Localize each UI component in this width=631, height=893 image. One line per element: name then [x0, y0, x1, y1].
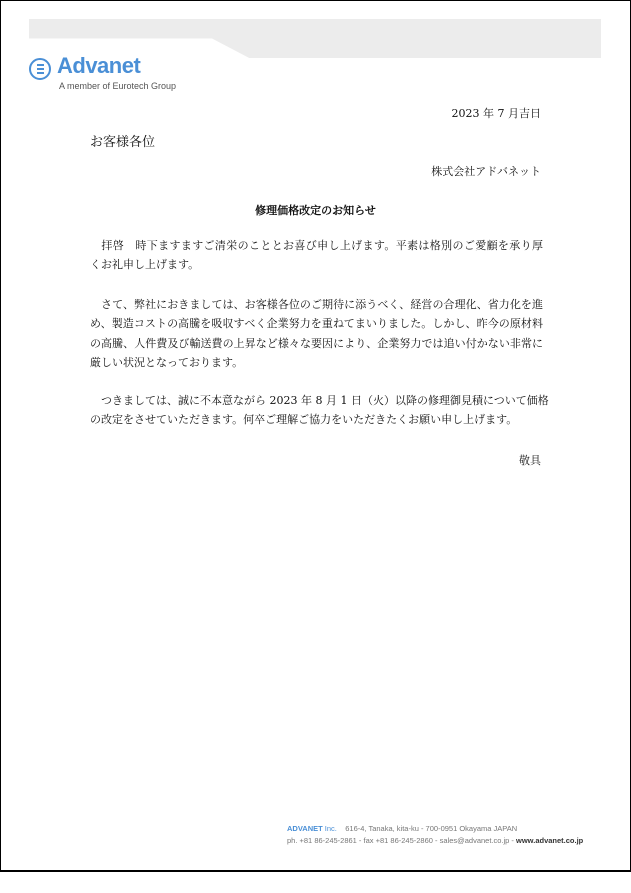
text-line: 拝啓 時下ますますご清栄のこととお喜び申し上げます。平素は格別のご愛顧を承り厚	[90, 239, 543, 252]
advanet-logo-icon	[29, 58, 51, 80]
footer-address	[287, 824, 517, 833]
logo-subtitle: A member of Eurotech Group	[59, 81, 177, 91]
text-line: つきましては、誠に不本意ながら 2023 年 8 月 1 日（火）以降の修理御見積について価格	[90, 394, 549, 407]
logo-name: Advanet	[57, 53, 141, 78]
text-line: め、製造コストの高騰を吸収すべく企業努力を重ねてまいりました。しかし、昨今の原材料	[90, 317, 543, 331]
footer-brand: ADVANET	[287, 824, 323, 833]
footer-contact	[287, 836, 583, 845]
text-line: 厳しい状況となっております。	[90, 355, 244, 369]
footer-website-link[interactable]: www.advanet.co.jp	[516, 836, 584, 845]
footer-address-text: 616-4, Tanaka, kita-ku - 700-0951 Okayama JAPAN	[345, 824, 518, 833]
letter-date: 2023 年 7 月吉日	[451, 107, 541, 120]
letter-title: 修理価格改定のお知らせ	[255, 204, 376, 217]
paragraph-announcement	[90, 394, 549, 433]
text-line: さて、弊社におきましては、お客様各位のご期待に添うべく、経営の合理化、省力化を進	[90, 298, 543, 311]
footer-contact-text: ph. +81 86-245-2861 - fax +81 86-245-2860 - sales@advanet.co.jp -	[287, 836, 517, 845]
paragraph-greeting	[90, 239, 543, 278]
footer-inc: Inc.	[322, 824, 337, 833]
text-line: の改定をさせていただきます。何卒ご理解ご協力をいただきたくお願い申し上げます。	[90, 413, 518, 427]
closing: 敬具	[519, 454, 541, 467]
paragraph-context	[90, 298, 543, 375]
recipient: お客様各位	[90, 135, 156, 150]
text-line: くお礼申し上げます。	[90, 258, 200, 272]
sender: 株式会社アドバネット	[431, 165, 541, 178]
text-line: の高騰、人件費及び輸送費の上昇など様々な要因により、企業努力では追い付かない非常に	[90, 336, 543, 350]
